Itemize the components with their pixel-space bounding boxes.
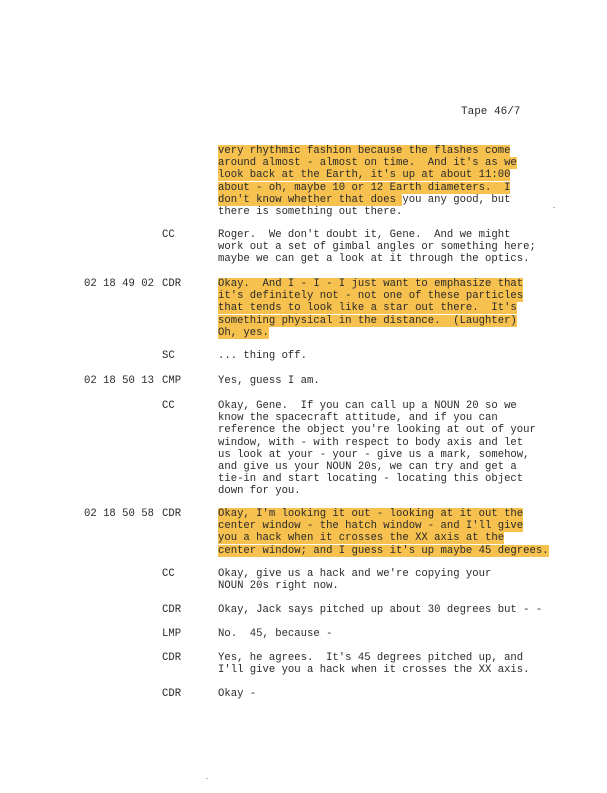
speaker: CDR [162,278,182,290]
speaker: SC [162,350,175,362]
text-line [218,315,558,327]
entry-text [218,508,558,557]
highlighted-text: don't know whether that does [218,193,403,206]
plain-text: Okay, Gene. If you can call up a NOUN 20 so we [218,400,517,412]
text-line [218,520,558,532]
highlighted-text: you a hack when it crosses the XX axis at the [218,532,505,545]
speaker: CDR [162,508,182,520]
tape-label: Tape 46/7 [461,106,521,118]
entry-text [218,568,558,592]
text-line [218,628,558,640]
text-line [218,604,558,616]
plain-text: window, with - with respect to body axis and let [218,436,524,449]
plain-text: there is something out there. [218,205,403,218]
timestamp: 02 18 49 02 [84,278,154,290]
plain-text: maybe we can get a look at it through the optics. [218,253,530,266]
text-line [218,508,558,520]
text-line [218,157,558,169]
highlighted-text: Okay, I'm looking it out - looking at it out the [218,508,524,520]
highlighted-text: something physical in the distance. (Laughter) [218,314,517,327]
scan-speck [206,778,208,779]
entry-text [218,400,558,498]
highlighted-text: around almost - almost on time. And it's as we [218,157,517,170]
plain-text: Okay - [218,688,257,700]
plain-text: reference the object you're looking at out of your [218,424,536,437]
text-line [218,664,558,676]
plain-text: and give us your NOUN 20s, we can try and get a [218,460,517,473]
text-line [218,688,558,700]
highlighted-text: very rhythmic fashion because the flashes come [218,145,511,157]
highlighted-text: that tends to look like a star out there. It's [218,302,517,315]
text-line [218,412,558,424]
plain-text: know the spacecraft attitude, and if you can [218,412,498,425]
highlighted-text: look back at the Earth, it's up at about 11:00 [218,169,511,182]
speaker: LMP [162,628,182,640]
text-line [218,375,558,387]
plain-text: Okay, give us a hack and we're copying your [218,568,492,580]
text-line [218,229,558,241]
speaker: CDR [162,652,182,664]
timestamp: 02 18 50 58 [84,508,154,520]
scan-speck [553,207,555,208]
text-line [218,182,558,194]
text-line [218,194,558,206]
text-line [218,241,558,253]
plain-text: NOUN 20s right now. [218,580,339,593]
text-line [218,437,558,449]
entry-text [218,628,558,640]
highlighted-text: Okay. And I - I - I just want to emphasize that [218,278,524,290]
text-line [218,278,558,290]
entry-text [218,278,558,339]
text-line [218,461,558,473]
text-line [218,350,558,362]
text-line [218,424,558,436]
speaker: CDR [162,688,182,700]
entry-text [218,375,558,387]
text-line [218,302,558,314]
text-line [218,145,558,157]
entry-text [218,229,558,266]
plain-text: work out a set of gimbal angles or something here; [218,241,536,254]
plain-text: you any good, but [402,193,511,206]
text-line [218,532,558,544]
entry-text [218,604,558,616]
speaker: CMP [162,375,182,387]
highlighted-text: center window; and I guess it's up maybe 45 degrees. [218,544,549,557]
speaker: CC [162,568,175,580]
highlighted-text: about - oh, maybe 10 or 12 Earth diameters. I [218,181,511,194]
plain-text: us look at your - your - give us a mark, somehow, [218,448,530,461]
plain-text: No. 45, because - [218,628,333,640]
text-line [218,485,558,497]
entry-text [218,145,558,218]
plain-text: Okay, Jack says pitched up about 30 degrees but - - [218,604,543,616]
text-line [218,580,558,592]
plain-text: tie-in and start locating - locating this object [218,473,524,486]
text-line [218,652,558,664]
highlighted-text: Oh, yes. [218,326,269,339]
highlighted-text: it's definitely not - not one of these particles [218,290,524,303]
text-line [218,206,558,218]
text-line [218,169,558,181]
highlighted-text: center window - the hatch window - and I'll give [218,520,524,533]
text-line [218,568,558,580]
text-line [218,290,558,302]
plain-text: ... thing off. [218,350,308,362]
text-line [218,400,558,412]
plain-text: Roger. We don't doubt it, Gene. And we might [218,229,511,241]
plain-text: down for you. [218,485,301,498]
speaker: CDR [162,604,182,616]
speaker: CC [162,229,175,241]
speaker: CC [162,400,175,412]
timestamp: 02 18 50 13 [84,375,154,387]
plain-text: Yes, guess I am. [218,375,320,387]
entry-text [218,350,558,362]
entry-text [218,652,558,676]
text-line [218,253,558,265]
text-line [218,545,558,557]
plain-text: I'll give you a hack when it crosses the XX axis. [218,664,530,677]
text-line [218,473,558,485]
text-line [218,327,558,339]
plain-text: Yes, he agrees. It's 45 degrees pitched up, and [218,652,524,664]
entry-text [218,688,558,700]
text-line [218,449,558,461]
